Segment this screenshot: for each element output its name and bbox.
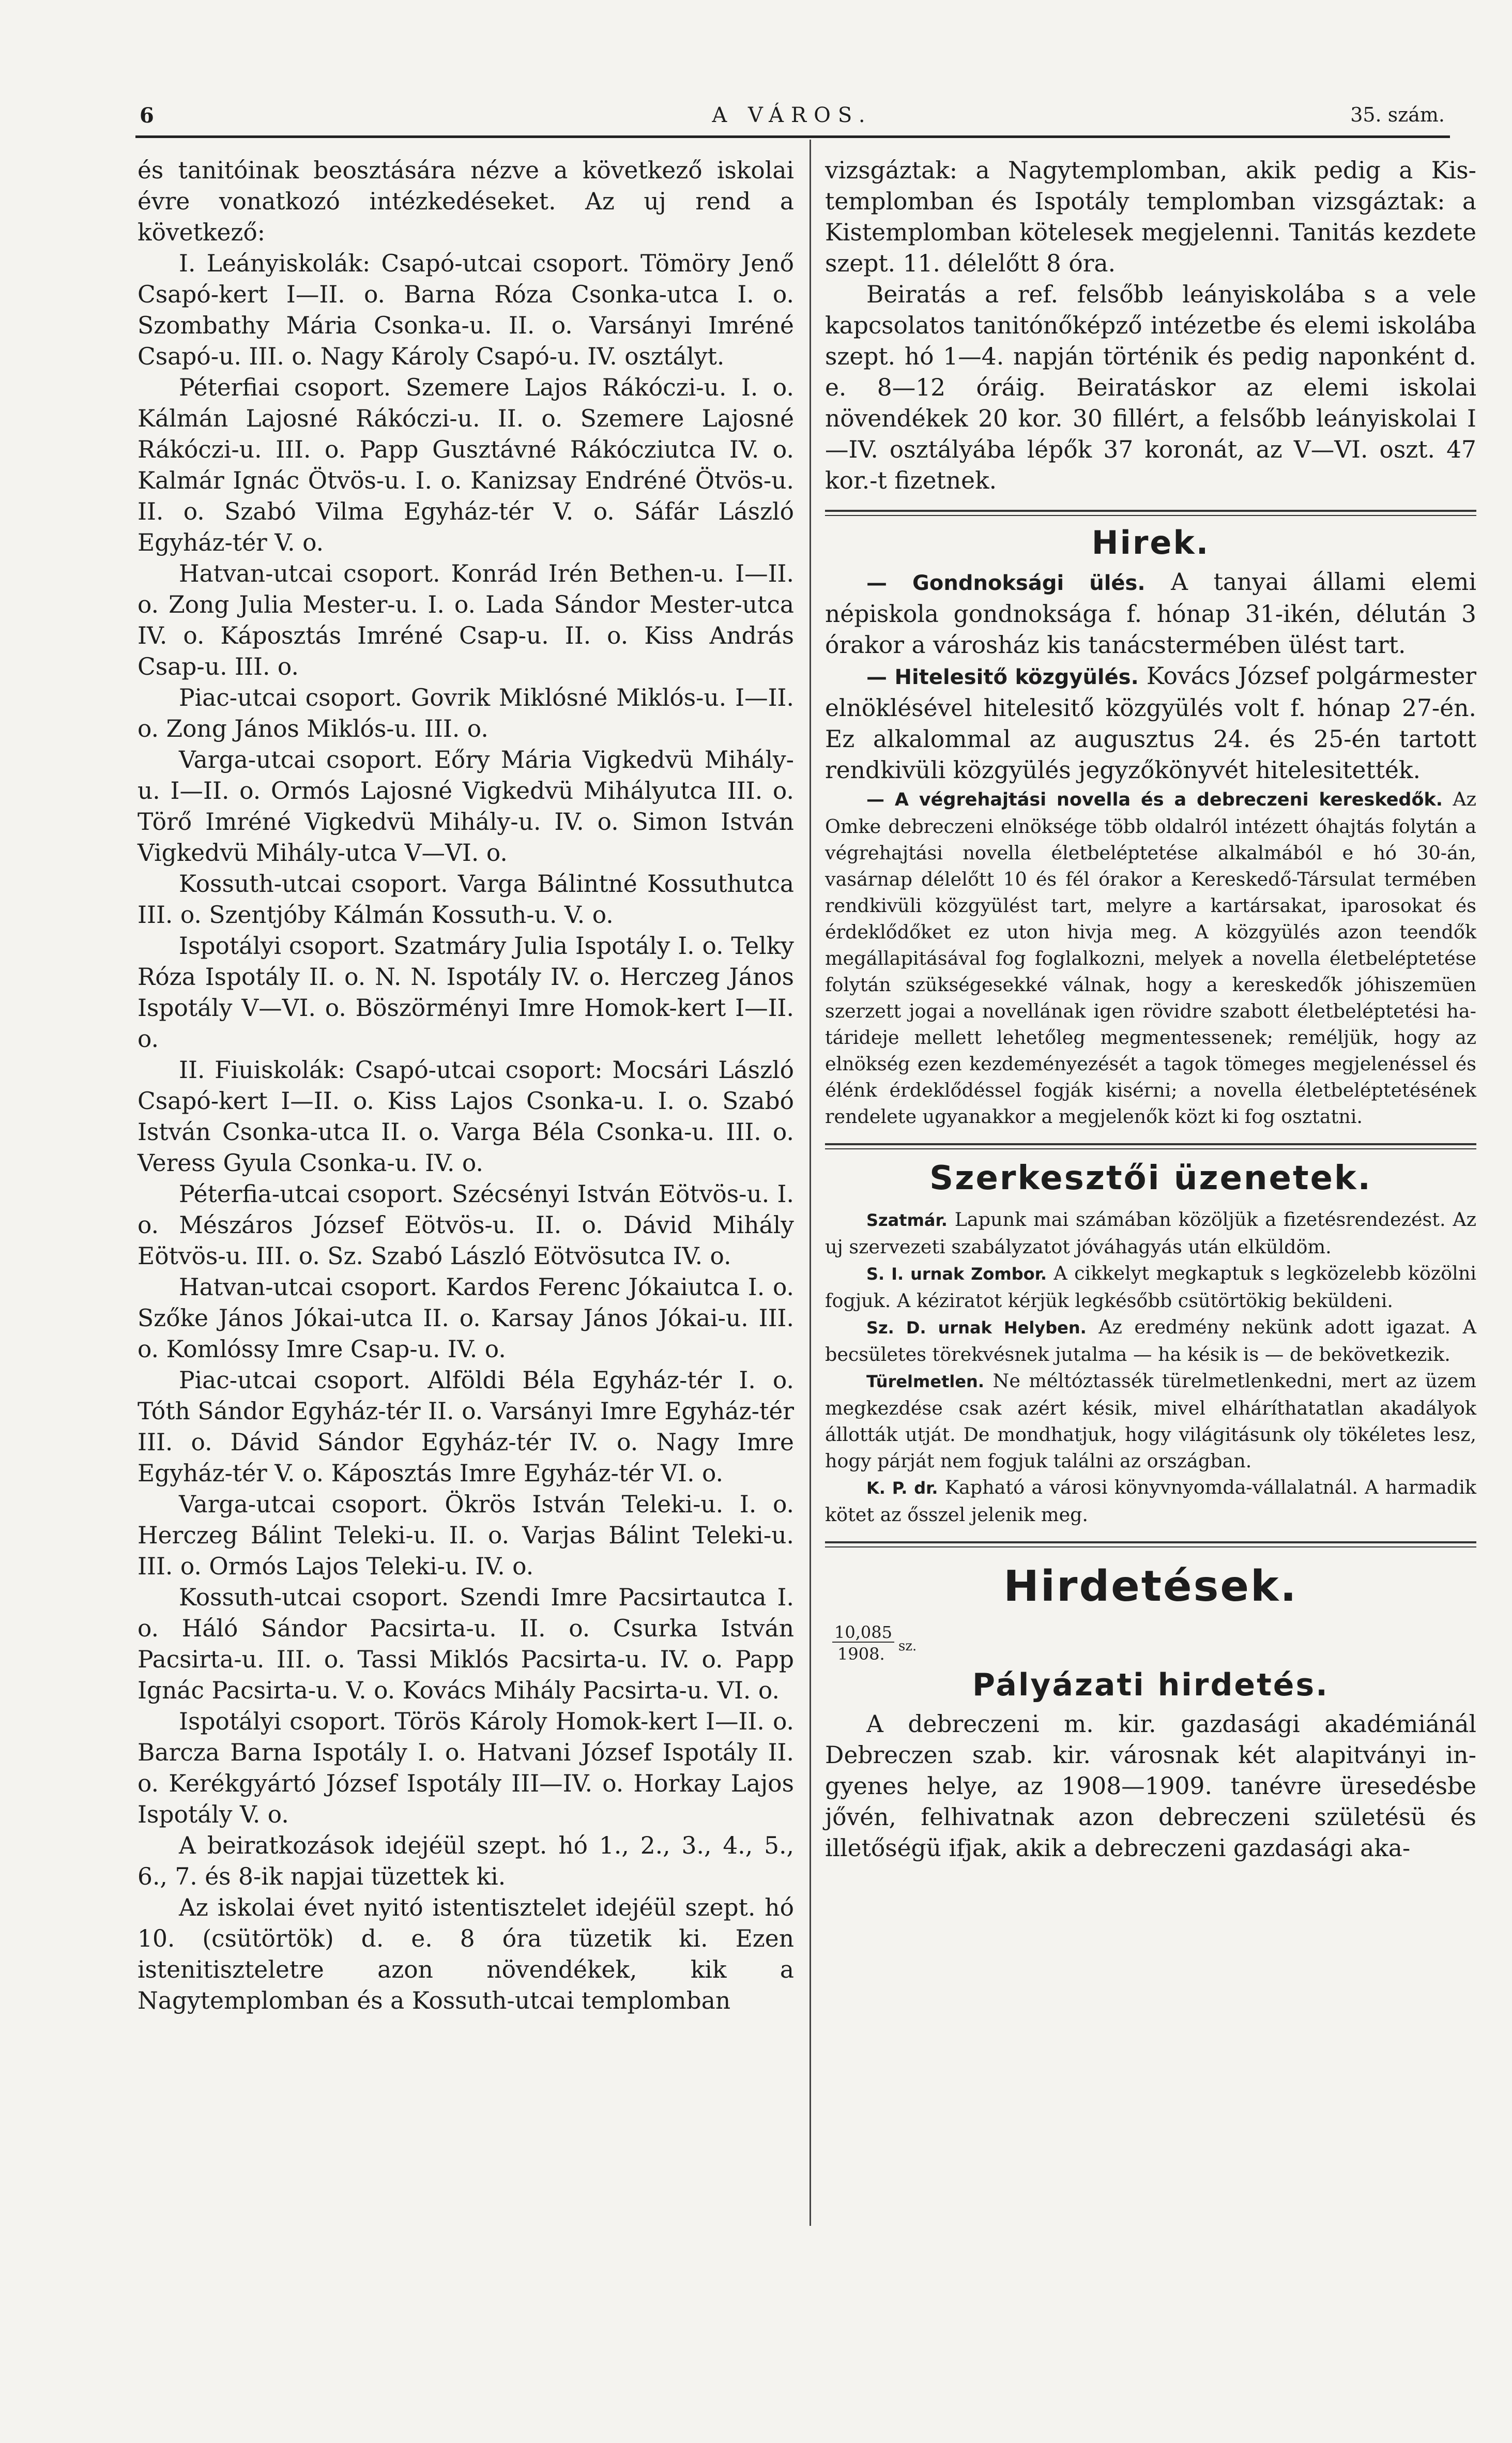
news-item-label: — A végrehajtási novella és a debreczeni kereskedők. xyxy=(866,790,1443,810)
editor-message-label: S. I. urnak Zombor. xyxy=(866,1264,1047,1284)
section-divider xyxy=(825,510,1476,516)
paragraph: Péterfia-utcai csoport. Szécsényi István Eötvös-u. I. o. Mészáros József Eötvös-u. II. o. Dávid Mihály Eötvös-u. III. o. Sz. Szabó László Eötvösutca IV. o. xyxy=(138,1180,794,1270)
editor-message xyxy=(825,1206,1476,1260)
editor-message xyxy=(825,1368,1476,1474)
editor-message xyxy=(825,1474,1476,1528)
reference-number-value: 10,085 xyxy=(832,1623,894,1643)
paragraph: vizsgáztak: a Nagytemplomban, akik pedig a Kistemplomban és Ispotály templomban vizsgáztak: a Kistemplomban kötelesek megjelenni. Tanitás kezdete szept. 11. délelőtt 8 óra. xyxy=(825,157,1476,277)
editor-message-label: K. P. dr. xyxy=(866,1478,938,1498)
paragraph: Hatvan-utcai csoport. Konrád Irén Bethen-u. I—II. o. Zong Julia Mester-u. I. o. Lada Sándor Mester-utca IV. o. Káposztás Imréné Csap-u. II. o. Kiss András Csap-u. III. o. xyxy=(138,560,794,680)
editor-message-label: Szatmár. xyxy=(866,1210,948,1230)
hirek-heading: Hirek. xyxy=(1091,524,1210,562)
news-item xyxy=(825,786,1476,1130)
paragraph: A beiratkozások idejéül szept. hó 1., 2., 3., 4., 5., 6., 7. és 8-ik napjai tüzettek ki. xyxy=(138,1832,794,1890)
paragraph: és tanitóinak beosztására nézve a következő iskolai évre vonatkozó intézkedéseket. Az uj rend a következő: xyxy=(138,157,794,246)
paragraph: Az iskolai évet nyitó istentisztelet idejéül szept. hó 10. (csütörtök) d. e. 8 óra tüzetik ki. Ezen istenitiszteletre azon növendékek, kik a Nagytemplomban és a Kossuth-utcai templomban xyxy=(138,1894,794,2014)
paragraph: Piac-utcai csoport. Alföldi Béla Egyház-tér I. o. Tóth Sándor Egyház-tér II. o. Varsányi Imre Egyház-tér III. o. Dávid Sándor Egyház-tér IV. o. Nagy Imre Egyház-tér V. o. Káposztás Imre Egyház-tér VI. o. xyxy=(138,1367,794,1487)
page-number: 6 xyxy=(140,103,154,128)
palyazat-text: A debreczeni m. kir. gazdasági akadémiánál Debreczen szab. kir. városnak két alapitványi ingyenes helye, az 1908—1909. tanévre üresedésbe jővén, felhivatnak azon debreczeni születésü és illetőségü ifjak, akik a debreczeni gazdasági aka- xyxy=(825,1710,1476,1862)
issue-number: 35. szám. xyxy=(1350,103,1445,126)
section-divider xyxy=(825,1541,1476,1547)
news-item-text: Az Omke debreczeni elnöksége több oldalról intézett óhajtás folytán a végrehajtási novella életbeléptetése alkalmából e hó 30-án, vasárnap délelőtt 10 és fél órakor a Kereskedő-Társulat termében rendkivüli közgyülést tart, melyre a kartársakat, iparosokat és érdeklődőket ez uton hivja meg. A közgyülés azon teendők megállapitásával fog foglalkozni, melyek a novella életbeléptetése folytán szükségesekké válnak, hogy a kereskedők jóhiszemüen szerzett jogai a novellának igen rövidre szabott életbeléptetési határideje mellett lehetőleg megmentessenek; reméljük, hogy az elnökség ezen kezdeményezését a tagok tömeges megjelenéssel és élénk érdeklődéssel fogják kisérni; a novella életbeléptetésének rendelete ugyanakkor a megjelenők közt ki fog osztatni. xyxy=(825,788,1476,1128)
paragraph: Hatvan-utcai csoport. Kardos Ferenc Jókaiutca I. o. Szőke János Jókai-utca II. o. Karsay János Jókai-u. III. o. Komlóssy Imre Csap-u. IV. o. xyxy=(138,1273,794,1363)
newspaper-title: A VÁROS. xyxy=(712,103,873,127)
news-item-label: — Hitelesitő közgyülés. xyxy=(866,665,1139,689)
editor-message-label: Türelmetlen. xyxy=(866,1372,984,1391)
header-rule xyxy=(135,135,1450,138)
editor-message xyxy=(825,1260,1476,1314)
paragraph-leanyiskolak: I. Leányiskolák: Csapó-utcai csoport. Tömöry Jenő Csapó-kert I—II. o. Barna Róza Csonka-utca I. o. Szombathy Mária Csonka-u. II. o. Varsányi Imréné Csapó-u. III. o. Nagy Károly Csapó-u. IV. osztályt. xyxy=(138,250,794,370)
szerkesztoi-heading: Szerkesztői üzenetek. xyxy=(929,1159,1372,1197)
hirdetesek-heading: Hirdetések. xyxy=(1003,1562,1298,1611)
paragraph: Varga-utcai csoport. Eőry Mária Vigkedvü Mihály-u. I—II. o. Ormós Lajosné Vigkedvü Mihályutca III. o. Törő Imréné Vigkedvü Mihály-u. IV. o. Simon István Vigkedvü Mihály-utca V—VI. o. xyxy=(138,746,794,867)
reference-suffix: sz. xyxy=(898,1638,917,1654)
paragraph: Piac-utcai csoport. Govrik Miklósné Miklós-u. I—II. o. Zong János Miklós-u. III. o. xyxy=(138,684,794,742)
editor-message-text: Az eredmény nekünk adott igazat. A becsületes törekvésnek jutalma — ha késik is — de bekövetkezik. xyxy=(825,1316,1477,1365)
reference-number xyxy=(825,1623,1476,1670)
paragraph-fiuiskolak: II. Fiuiskolák: Csapó-utcai csoport: Mocsári László Csapó-kert I—II. o. Kiss Lajos Csonka-u. I. o. Szabó István Csonka-utca II. o. Varga Béla Csonka-u. III. o. Veress Gyula Csonka-u. IV. o. xyxy=(138,1056,794,1177)
paragraph-beiratas: Beiratás a ref. felsőbb leányiskolába s a vele kapcsolatos tanitónőképző intézetbe és elemi iskolába szept. hó 1—4. napján történik és pedig naponként d. e. 8—12 óráig. Beiratáskor az elemi iskolai növendékek 20 kor. 30 fillért, a felsőbb leányiskolai I—IV. osztályába lépők 37 koronát, az V—VI. oszt. 47 kor.-t fizetnek. xyxy=(825,281,1476,494)
paragraph: Ispotályi csoport. Szatmáry Julia Ispotály I. o. Telky Róza Ispotály II. o. N. N. Ispotály IV. o. Herczeg János Ispotály V—VI. o. Böszörményi Imre Homok-kert I—II. o. xyxy=(138,932,794,1053)
news-item-text: A tanyai állami elemi népiskola gondnoksága f. hónap 31-ikén, délután 3 órakor a városház kis tanácstermében ülést tart. xyxy=(825,568,1477,659)
column-divider xyxy=(810,140,811,2226)
editor-message-label: Sz. D. urnak Helyben. xyxy=(866,1318,1087,1338)
page-header xyxy=(140,103,1445,134)
palyazat-title: Pályázati hirdetés. xyxy=(972,1667,1329,1703)
editor-message-text: Kapható a városi könyvnyomda-vállalatnál. A harmadik kötet az ősszel jelenik meg. xyxy=(825,1476,1477,1526)
editor-message-text: A cikkelyt megkaptuk s legközelebb közölni fogjuk. A kéziratot kérjük legkésőbb csütörtökig beküldeni. xyxy=(825,1262,1476,1312)
paragraph: Kossuth-utcai csoport. Szendi Imre Pacsirtautca I. o. Háló Sándor Pacsirta-u. II. o. Csurka István Pacsirta-u. III. o. Tassi Miklós Pacsirta-u. IV. o. Papp Ignác Pacsirta-u. V. o. Kovács Mihály Pacsirta-u. VI. o. xyxy=(138,1584,794,1704)
editor-message-text: Ne méltóztassék türelmetlenkedni, mert az üzem megkezdése csak azért késik, mivel elháríthatatlan akadályok állották utját. De mondhatjuk, hogy világitásunk oly tökéletes lesz, hogy párját nem fogjuk találni az országban. xyxy=(825,1370,1476,1472)
left-column xyxy=(138,155,794,2016)
news-item-label: — Gondnoksági ülés. xyxy=(866,571,1146,595)
paragraph: Kossuth-utcai csoport. Varga Bálintné Kossuthutca III. o. Szentjóby Kálmán Kossuth-u. V. o. xyxy=(138,870,794,929)
section-divider xyxy=(825,1143,1476,1149)
right-column xyxy=(825,155,1476,1864)
paragraph: Ispotályi csoport. Törös Károly Homok-kert I—II. o. Barcza Barna Ispotály I. o. Hatvani József Ispotály II. o. Kerékgyártó József Ispotály III—IV. o. Horkay Lajos Ispotály V. o. xyxy=(138,1708,794,1828)
paragraph: Varga-utcai csoport. Ökrös István Teleki-u. I. o. Herczeg Bálint Teleki-u. II. o. Varjas Bálint Teleki-u. III. o. Ormós Lajos Teleki-u. IV. o. xyxy=(138,1491,794,1580)
news-item-text: Kovács József polgármester elnöklésével hitelesitő közgyülés volt f. hónap 27-én. Ez alkalommal az augusztus 24. és 25-én tartott rendkivüli közgyülés jegyzőkönyvét hitelesitették. xyxy=(825,662,1476,784)
editor-message xyxy=(825,1314,1476,1368)
news-item xyxy=(825,661,1476,786)
paragraph: Péterfiai csoport. Szemere Lajos Rákóczi-u. I. o. Kálmán Lajosné Rákóczi-u. II. o. Szemere Lajosné Rákóczi-u. III. o. Papp Gusztávné Rákócziutca IV. o. Kalmár Ignác Ötvös-u. I. o. Kanizsay Endréné Ötvös-u. II. o. Szabó Vilma Egyház-tér V. o. Sáfár László Egyház-tér V. o. xyxy=(138,374,794,556)
news-item xyxy=(825,567,1476,661)
editor-message-text: Lapunk mai számában közöljük a fizetésrendezést. Az uj szervezeti szabályzatot jóváhagyás után elküldöm. xyxy=(825,1208,1476,1258)
reference-year: 1908. xyxy=(837,1644,885,1664)
